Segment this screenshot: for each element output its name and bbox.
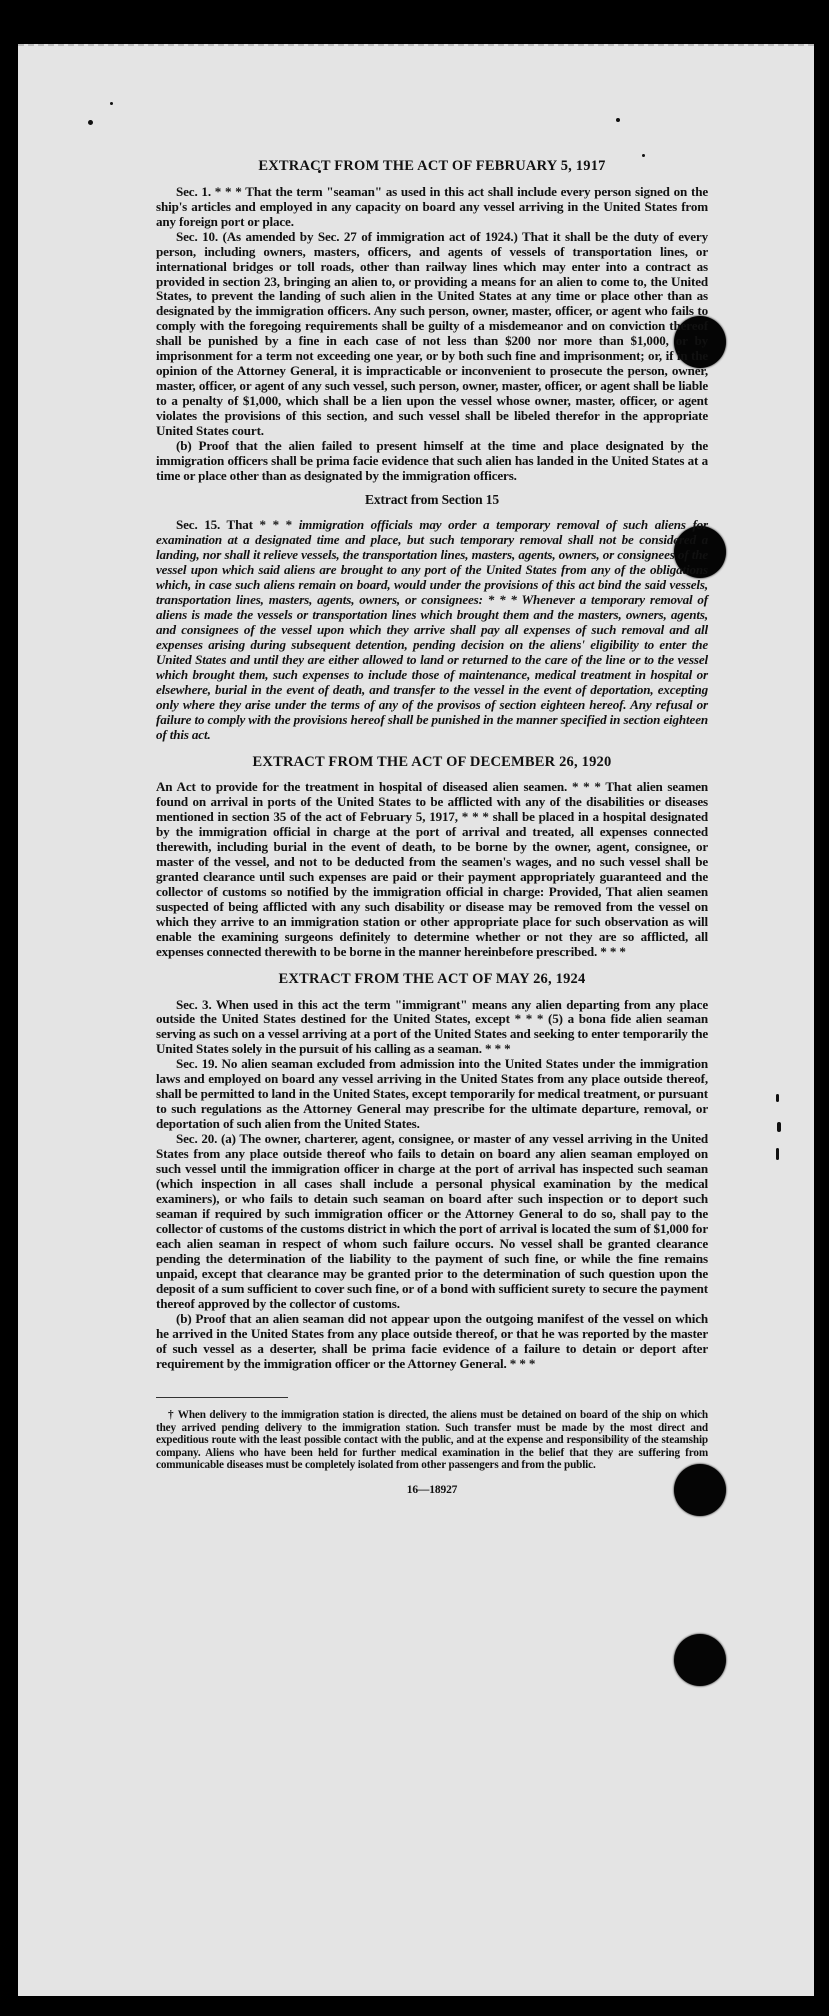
section-15-lead: Sec. 15. That * * *: [176, 516, 293, 532]
scan-speck: [777, 1122, 781, 1132]
scan-speck: [776, 1094, 779, 1102]
footnote: † When delivery to the immigration station is directed, the aliens must be detained on board of the ship on which they arrived pending delivery to the immigration station. Such transfer must be made by the most direct and expeditious route with the least possible contact with the public, and at the expense and responsibility of the steamship company. Aliens who have been held for further medical examination in the belief that they are suffering from communicable diseases must be completely isolated from other passengers and from the public.: [156, 1409, 708, 1472]
section-20-paragraph: Sec. 20. (a) The owner, charterer, agent, consignee, or master of any vessel arriving in the United States from any place outside thereof who fails to detain on board any alien seaman employed on such vessel until the immigration officer in charge at the port of arrival has inspected such seaman (which inspection in all cases shall include a personal physical examination by the medical examiners), or who fails to detain such seaman on board after such inspection or to deport such seaman if required by such immigration officer or the Attorney General to do so, shall pay to the collector of customs of the customs district in which the port of arrival is located the sum of $1,000 for each alien seaman in respect of whom such failure occurs. No vessel shall be granted clearance pending the determination of the liability to the payment of such fine, or while the fine remains unpaid, except that clearance may be granted prior to the determination of such question upon the deposit of a sum sufficient to cover such fine, or of a bond with sufficient surety to secure the payment thereof approved by the collector of customs.: [156, 1131, 708, 1312]
footnote-divider: [156, 1397, 288, 1398]
scan-speck: [88, 120, 93, 125]
heading-act-1920: EXTRACT FROM THE ACT OF DECEMBER 26, 1920: [252, 753, 612, 770]
scan-speck: [616, 118, 620, 122]
document-body: [156, 158, 708, 1497]
section-15-text: immigration officials may order a temporary removal of such aliens for examination at a designated time and place, but such temporary removal shall not be considered a landing, nor shall it relieve vessels, the transportation lines, masters, agents, owners, or consignees of the vessel upon which said aliens are brought to any port of the United States from any of the obligations which, in case such aliens remain on board, would under the provisions of this act bind the said vessels, transportation lines, masters, agents, owners, or consignees: * * * Whenever a temporary removal of aliens is made the vessels or transportation lines which brought them and the masters, owners, agents, and consignees of the vessel upon which they arrive shall pay all expenses of such removal and all expenses arising during subsequent detention, pending decision on the aliens' eligibility to enter the United States and until they are either allowed to land or returned to the care of the line or to the vessel which brought them, such expenses to include those of maintenance, medical treatment in hospital or elsewhere, burial in the event of death, and transfer to the vessel in the event of deportation, excepting only where they arise under the terms of any of the provisos of section eighteen hereof. Any refusal or failure to comply with the provisions hereof shall be punished in the manner specified in section eighteen of this act.: [156, 516, 709, 742]
page-number: 16—18927: [406, 1484, 458, 1497]
heading-section-15: Extract from Section 15: [365, 492, 499, 508]
section-19-paragraph: Sec. 19. No alien seaman excluded from admission into the United States under the immigration laws and employed on board any vessel arriving in the United States from any place outside thereof, shall be permitted to land in the United States, except temporarily for medical treatment, or pursuant to such regulations as the Attorney General may prescribe for the ultimate departure, removal, or deportation of such alien from the United States.: [156, 1056, 708, 1132]
scan-speck: [776, 1148, 779, 1160]
act-1920-paragraph: An Act to provide for the treatment in hospital of diseased alien seamen. * * * That alien seamen found on arrival in ports of the United States to be afflicted with any of the disabilities or diseases mentioned in section 35 of the act of February 5, 1917, * * * shall be placed in a hospital designated by the immigration official in charge at the port of arrival and treated, all expenses connected therewith, including burial in the event of death, to be borne by the owner, agent, consignee, or master of the vessel, and not to be deducted from the seamen's wages, and no such vessel shall be granted clearance until such expenses are paid or their payment appropriately guaranteed and the collector of customs so notified by the immigration official in charge: Provided, That alien seamen suspected of being afflicted with any such disability or disease may be removed from the vessel on which they arrive to an immigration station or other appropriate place for such observation as will enable the examining surgeons definitely to determine whether or not they are so afflicted, all expenses connected therewith to be borne in the manner hereinbefore prescribed. * * *: [156, 779, 708, 959]
section-10b-paragraph: (b) Proof that the alien failed to present himself at the time and place designated by the immigration officers shall be prima facie evidence that such alien has landed in the United States at a time or place other than as designated by the immigration officers.: [156, 438, 708, 484]
heading-act-1917: EXTRACT FROM THE ACT OF FEBRUARY 5, 1917: [258, 158, 606, 174]
section-15-paragraph: [156, 517, 708, 742]
scan-speck: [110, 102, 113, 105]
section-10-paragraph: Sec. 10. (As amended by Sec. 27 of immigration act of 1924.) That it shall be the duty of every person, including owners, masters, officers, and agents of vessels of transportation lines, or international bridges or toll roads, other than railway lines which may enter into a contract as provided in section 23, bringing an alien to, or providing a means for an alien to come to, the United States, to prevent the landing of such alien in the United States at any time or place other than as designated by the immigration officers. Any such person, owner, master, officer, or agent who fails to comply with the foregoing requirements shall be guilty of a misdemeanor and on conviction thereof shall be punished by a fine in each case of not less than $200 nor more than $1,000, or by imprisonment for a term not exceeding one year, or by both such fine and imprisonment; or, if in the opinion of the Attorney General, it is impracticable or inconvenient to prosecute the person, owner, master, officer, or agent of any such vessel, such person, owner, master, officer, or agent shall be liable to a penalty of $1,000, which shall be a lien upon the vessel whose owner, master, officer, or agent violates the provisions of this section, and such vessel shall be libeled therefor in the appropriate United States court.: [156, 228, 708, 439]
scan-speck: [642, 154, 645, 157]
section-1-paragraph: Sec. 1. * * * That the term "seaman" as used in this act shall include every person signed on the ship's articles and employed in any capacity on board any vessel arriving in the United States from any foreign port or place.: [156, 183, 708, 229]
punch-hole: [674, 1634, 726, 1686]
heading-act-1924: EXTRACT FROM THE ACT OF MAY 26, 1924: [278, 970, 586, 987]
section-3-paragraph: Sec. 3. When used in this act the term "immigrant" means any alien departing from any place outside the United States destined for the United States, except * * * (5) a bona fide alien seaman serving as such on a vessel arriving at a port of the United States and seeking to enter temporarily the United States solely in the pursuit of his calling as a seaman. * * *: [156, 996, 708, 1057]
section-20b-paragraph: (b) Proof that an alien seaman did not appear upon the outgoing manifest of the vessel on which he arrived in the United States from any place outside thereof, or that he was reported by the master of such vessel as a deserter, shall be prima facie evidence of a failure to detain or deport after requirement by the immigration officer or the Attorney General. * * *: [156, 1311, 708, 1372]
